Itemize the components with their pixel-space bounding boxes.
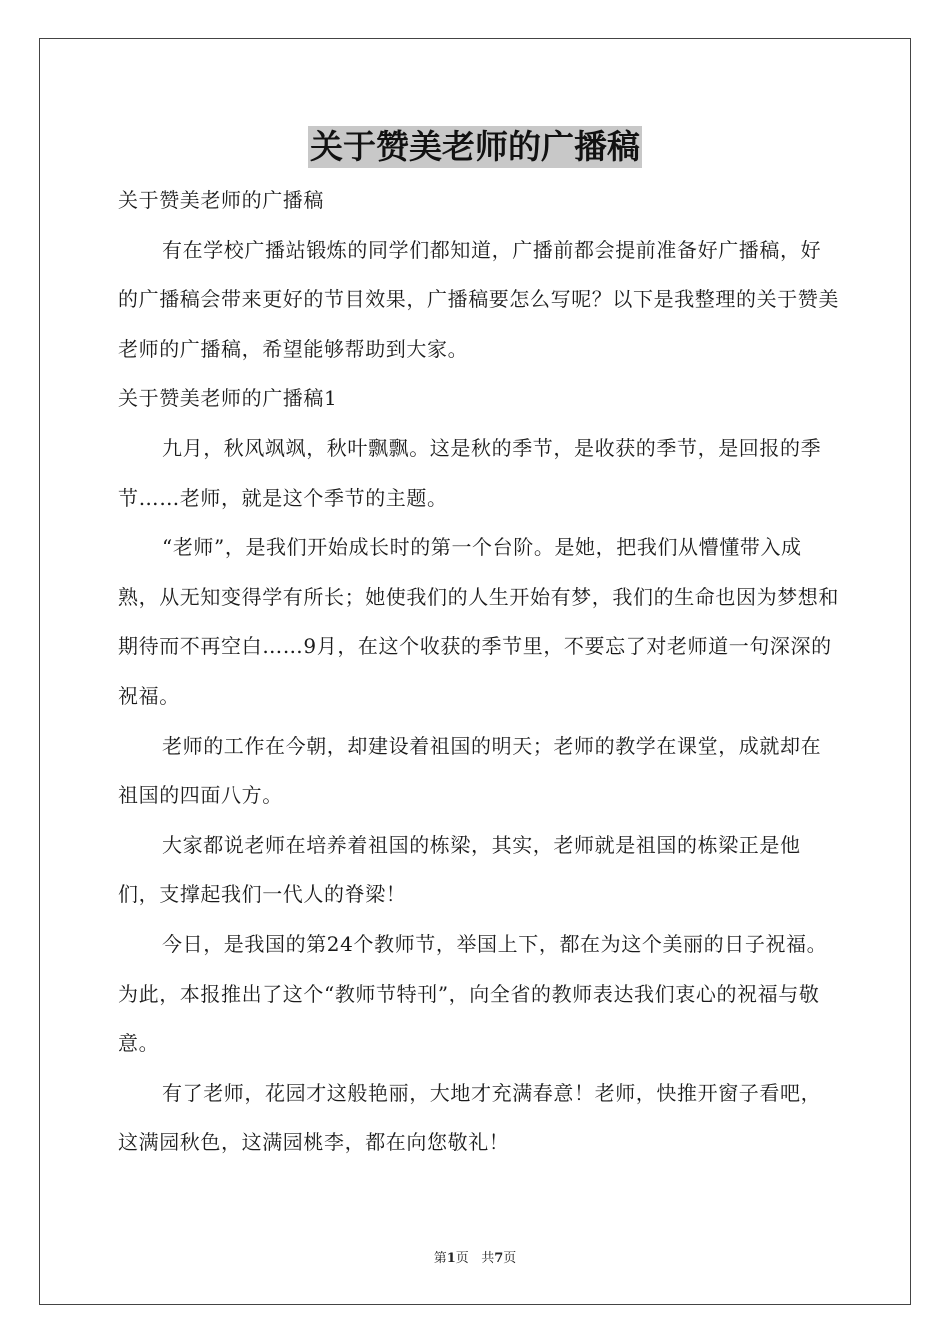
- section-heading: 关于赞美老师的广播稿1: [118, 386, 338, 411]
- body-paragraph: “老师”，是我们开始成长时的第一个台阶。是她，把我们从懵懂带入成熟，从无知变得学有所长；她使我们的人生开始有梦，我们的生命也因为梦想和期待而不再空白……9月，在这个收获的季节里，不要忘了对老师道一句深深的祝福。: [118, 535, 839, 708]
- body-paragraph: 老师的工作在今朝，却建设着祖国的明天；老师的教学在课堂，成就却在祖国的四面八方。: [118, 733, 822, 808]
- title-wrap: [0, 126, 950, 168]
- total-prefix: 共: [481, 1251, 495, 1266]
- total-pages: 7: [494, 1251, 504, 1266]
- intro-paragraph: 有在学校广播站锻炼的同学们都知道，广播前都会提前准备好广播稿，好的广播稿会带来更好的节目效果，广播稿要怎么写呢？以下是我整理的关于赞美老师的广播稿，希望能够帮助到大家。: [118, 237, 839, 361]
- page-footer: [0, 1247, 950, 1266]
- subtitle-paragraph: 关于赞美老师的广播稿: [118, 188, 324, 212]
- body-paragraph: 今日，是我国的第24个教师节，举国上下，都在为这个美丽的日子祝福。为此，本报推出了这个“教师节特刊”，向全省的教师表达我们衷心的祝福与敬意。: [118, 931, 828, 1056]
- total-suffix: 页: [503, 1251, 517, 1266]
- document-body: [118, 176, 840, 1168]
- page-prefix: 第: [433, 1251, 447, 1266]
- body-paragraph: 九月，秋风飒飒，秋叶飘飘。这是秋的季节，是收获的季节，是回报的季节……老师，就是这个季节的主题。: [118, 435, 822, 510]
- body-paragraph: 有了老师，花园才这般艳丽，大地才充满春意！老师，快推开窗子看吧，这满园秋色，这满园桃李，都在向您敬礼！: [118, 1080, 822, 1155]
- page-number: 1: [446, 1251, 456, 1266]
- page-suffix: 页: [455, 1251, 469, 1266]
- document-title: 关于赞美老师的广播稿: [310, 127, 640, 166]
- body-paragraph: 大家都说老师在培养着祖国的栋梁，其实，老师就是祖国的栋梁正是他们，支撑起我们一代人的脊梁！: [118, 832, 801, 907]
